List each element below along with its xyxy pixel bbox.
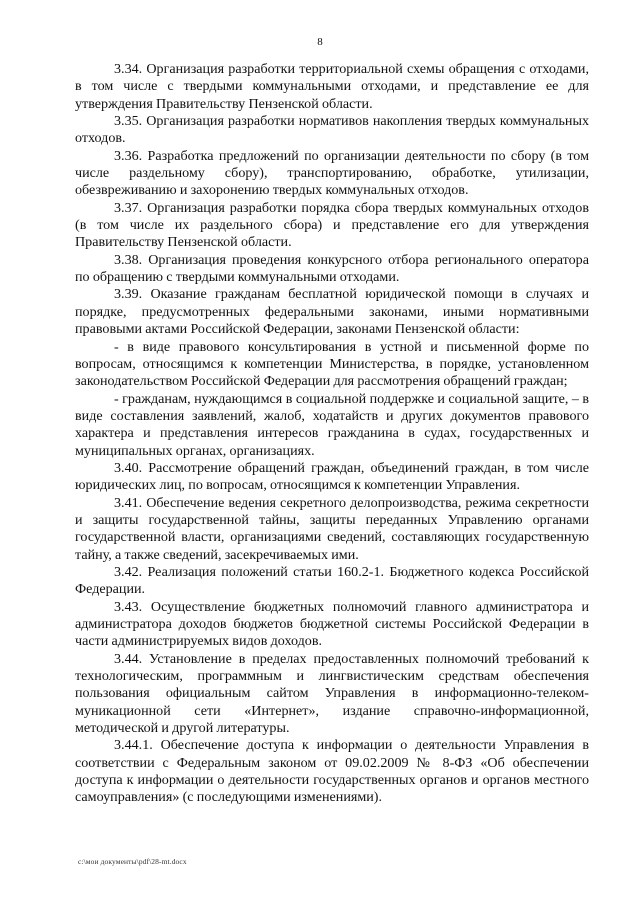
- document-body: [75, 61, 589, 807]
- paragraph-3-39-item-consulting: - в виде правового консультирования в устной и письменной форме по вопросам, относящимся к компетенции Министерства, в порядке, установленном законодательством Российской Федерации для рассмотрения обращений граждан;: [75, 338, 589, 390]
- paragraph-3-35: 3.35. Организация разработки нормативов накопления твердых коммунальных отходов.: [75, 113, 589, 147]
- paragraph-3-37: 3.37. Организация разработки порядка сбора твердых коммунальных отходов (в том числе их раздельного сбора) и представление его для утверждения Правительству Пензенской области.: [75, 199, 589, 251]
- paragraph-3-44-1: 3.44.1. Обеспечение доступа к информации о деятельности Управления в соответствии с Федеральным законом от 09.02.2009 № 8-ФЗ «Об обеспечении доступа к информации о деятельности государственных органов и органов местного самоуправления» (с последующими изменениями).: [75, 737, 589, 806]
- paragraph-3-40: 3.40. Рассмотрение обращений граждан, объединений граждан, в том числе юридических лиц, по вопросам, относящимся к компетенции Управления.: [75, 459, 589, 494]
- footer-file-path: c:\мои документы\pdf\28-mt.docx: [78, 857, 187, 866]
- paragraph-3-34: 3.34. Организация разработки территориальной схемы обращения с отходами, в том числе с твердыми коммунальными отходами, и представление ее для утверждения Правительству Пензенской области.: [75, 61, 589, 112]
- paragraph-3-44: 3.44. Установление в пределах предоставленных полномочий требований к технологическим, программным и лингвистическим средствам обеспечения пользования официальным сайтом Управления в информационно-телекоммуникационной сети «Интернет», издание справочно-информационной, методической и другой литературы.: [75, 650, 589, 737]
- paragraph-3-36: 3.36. Разработка предложений по организации деятельности по сбору (в том числе раздельному сбору), транспортированию, обработке, утилизации, обезвреживанию и захоронению твердых коммунальных отходов.: [75, 147, 589, 199]
- paragraph-3-38: 3.38. Организация проведения конкурсного отбора регионального оператора по обращению с твердыми коммунальными отходами.: [75, 251, 589, 286]
- paragraph-3-39: 3.39. Оказание гражданам бесплатной юридической помощи в случаях и порядке, предусмотренных федеральными законами, иными нормативными правовыми актами Российской Федерации, законами Пензенской области:: [75, 286, 589, 338]
- paragraph-3-39-item-documents: - гражданам, нуждающимся в социальной поддержке и социальной защите, – в виде составления заявлений, жалоб, ходатайств и других документов правового характера и представления интересов гражданина в судах, государственных и муниципальных органах, организациях.: [75, 390, 589, 459]
- paragraph-3-42: 3.42. Реализация положений статьи 160.2-1. Бюджетного кодекса Российской Федерации.: [75, 563, 589, 598]
- paragraph-3-41: 3.41. Обеспечение ведения секретного делопроизводства, режима секретности и защиты государственной тайны, защиты переданных Управлению органами государственной власти, организациями сведений, составляющих государственную тайну, а также сведений, засекречиваемых ими.: [75, 494, 589, 563]
- paragraph-3-43: 3.43. Осуществление бюджетных полномочий главного администратора и администратора доходов бюджетов бюджетной системы Российской Федерации в части администрируемых видов доходов.: [75, 598, 589, 650]
- page-number: 8: [317, 36, 323, 48]
